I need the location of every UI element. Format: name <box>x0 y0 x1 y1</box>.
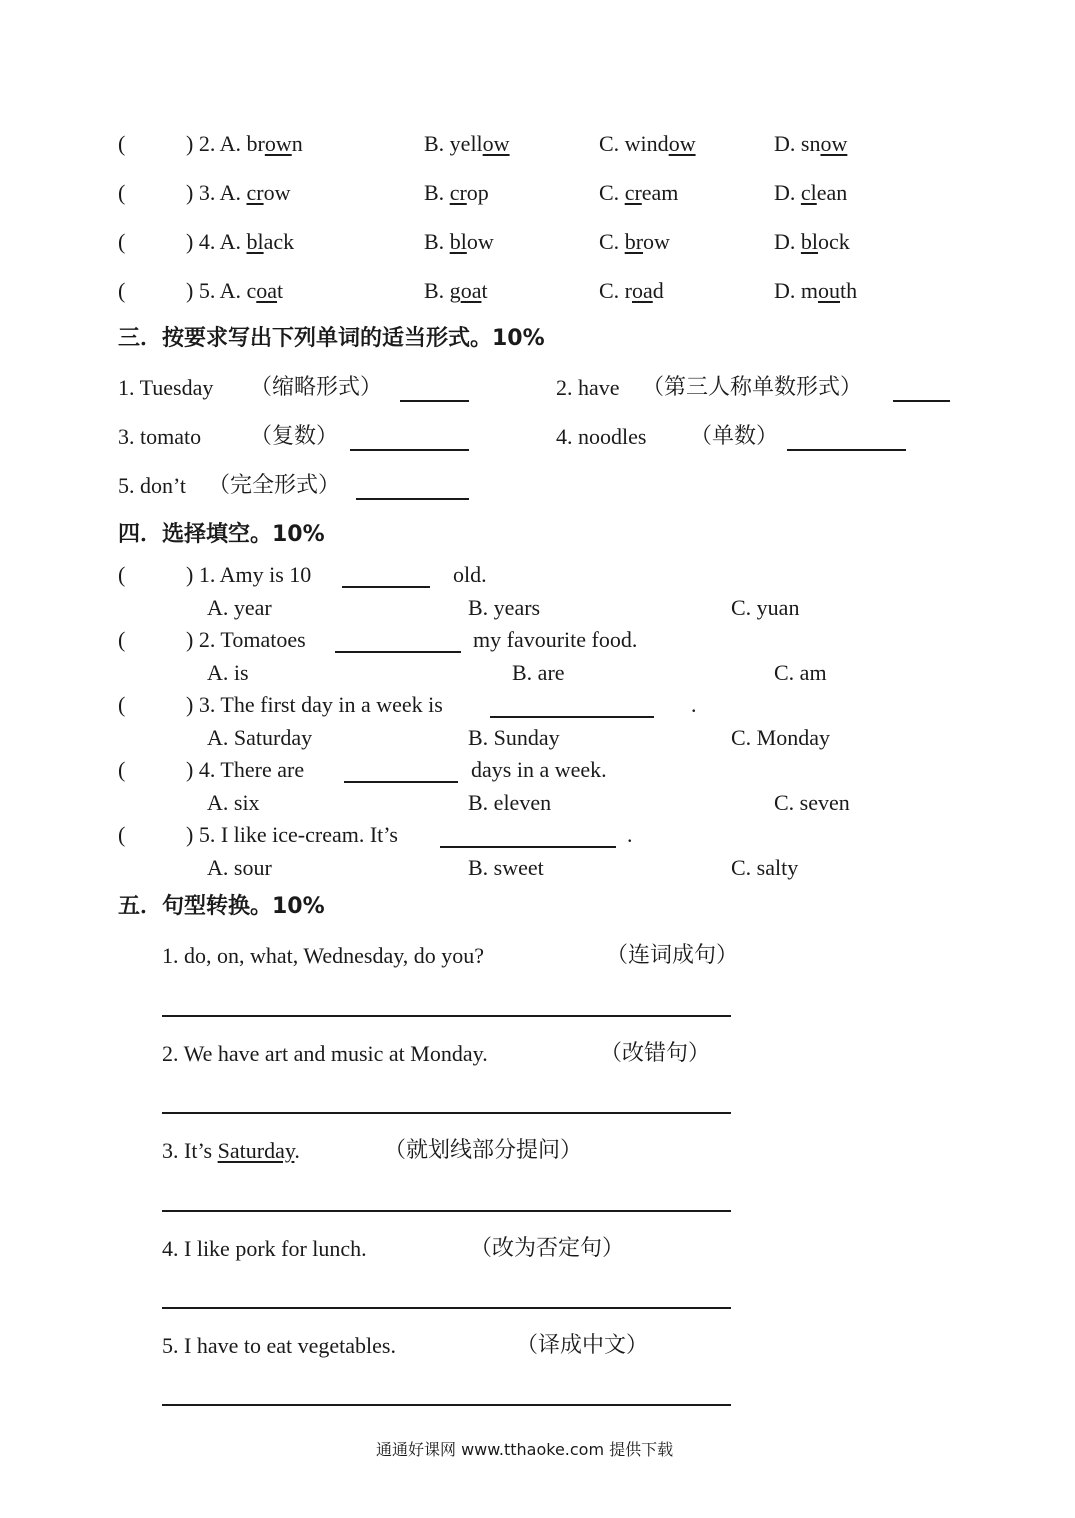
option-a: A. six <box>207 790 260 815</box>
word-item: 3. tomato <box>118 424 202 449</box>
option-c: C. seven <box>774 790 850 815</box>
question-stem: ) 2. Tomatoes <box>186 627 306 652</box>
answer-line[interactable] <box>162 1307 731 1309</box>
option-c: C. Monday <box>731 725 830 750</box>
word-hint: （复数） <box>250 424 339 449</box>
transform-item: 1. do, on, what, Wednesday, do you? <box>162 943 485 968</box>
option-d: D. mouth <box>774 278 858 303</box>
option-b: B. eleven <box>468 790 552 815</box>
option-a: A. sour <box>207 855 272 880</box>
word-item: 4. noodles <box>556 424 647 449</box>
transform-item: 4. I like pork for lunch. <box>162 1236 367 1261</box>
option-d: D. clean <box>774 180 848 205</box>
answer-blank[interactable] <box>350 431 469 451</box>
answer-paren[interactable]: ( <box>118 692 126 717</box>
option-b: B. Sunday <box>468 725 560 750</box>
answer-blank[interactable] <box>893 382 950 402</box>
word-hint: （完全形式） <box>208 473 341 498</box>
answer-line[interactable] <box>162 1404 731 1406</box>
answer-paren[interactable]: ( <box>118 278 126 303</box>
answer-line[interactable] <box>162 1112 731 1114</box>
question-stem-end: old. <box>453 562 487 587</box>
answer-line[interactable] <box>162 1015 731 1017</box>
question-stem: ) 4. There are <box>186 757 305 782</box>
question-number: ) 4. A. black <box>186 229 295 254</box>
option-b: B. sweet <box>468 855 544 880</box>
transform-item: 3. It’s Saturday. <box>162 1138 300 1163</box>
answer-paren[interactable]: ( <box>118 822 126 847</box>
answer-paren[interactable]: ( <box>118 229 126 254</box>
option-c: C. yuan <box>731 595 800 620</box>
question-number: ) 3. A. crow <box>186 180 291 205</box>
question-stem: ) 3. The first day in a week is <box>186 692 443 717</box>
option-b: B. crop <box>424 180 489 205</box>
question-stem: ) 1. Amy is 10 <box>186 562 312 587</box>
answer-blank[interactable] <box>356 480 469 500</box>
transform-hint: （改错句） <box>600 1041 711 1066</box>
option-c: C. road <box>599 278 664 303</box>
answer-blank[interactable] <box>342 568 430 588</box>
word-hint: （单数） <box>690 424 779 449</box>
transform-hint: （译成中文） <box>516 1333 649 1358</box>
word-hint: （缩略形式） <box>250 375 383 400</box>
option-b: B. blow <box>424 229 494 254</box>
answer-paren[interactable]: ( <box>118 757 126 782</box>
transform-hint: （就划线部分提问） <box>384 1138 583 1163</box>
footer-text: 通通好课网 www.tthaoke.com 提供下载 <box>376 1440 674 1459</box>
answer-blank[interactable] <box>490 698 654 718</box>
transform-hint: （改为否定句） <box>470 1236 625 1261</box>
transform-hint: （连词成句） <box>606 943 739 968</box>
answer-paren[interactable]: ( <box>118 180 126 205</box>
question-stem: ) 5. I like ice-cream. It’s <box>186 822 398 847</box>
section4-title: 四．选择填空。10% <box>118 522 325 547</box>
option-c: C. cream <box>599 180 679 205</box>
option-a: A. Saturday <box>207 725 313 750</box>
word-item: 1. Tuesday <box>118 375 214 400</box>
word-item: 2. have <box>556 375 620 400</box>
question-stem-end: days in a week. <box>471 757 607 782</box>
option-b: B. yellow <box>424 131 510 156</box>
answer-paren[interactable]: ( <box>118 131 126 156</box>
question-number: ) 2. A. brown <box>186 131 303 156</box>
word-item: 5. don’t <box>118 473 187 498</box>
option-c: C. am <box>774 660 827 685</box>
answer-paren[interactable]: ( <box>118 627 126 652</box>
option-a: A. year <box>207 595 272 620</box>
word-hint: （第三人称单数形式） <box>642 375 863 400</box>
question-stem-end: . <box>691 692 697 717</box>
option-d: D. block <box>774 229 850 254</box>
option-a: A. is <box>207 660 249 685</box>
answer-line[interactable] <box>162 1210 731 1212</box>
option-b: B. are <box>512 660 565 685</box>
transform-item: 5. I have to eat vegetables. <box>162 1333 396 1358</box>
answer-blank[interactable] <box>440 828 616 848</box>
question-number: ) 5. A. coat <box>186 278 284 303</box>
answer-blank[interactable] <box>400 382 469 402</box>
answer-blank[interactable] <box>344 763 458 783</box>
transform-item: 2. We have art and music at Monday. <box>162 1041 488 1066</box>
option-b: B. goat <box>424 278 488 303</box>
option-c: C. window <box>599 131 696 156</box>
option-c: C. brow <box>599 229 670 254</box>
question-stem-end: . <box>627 822 633 847</box>
section3-title: 三．按要求写出下列单词的适当形式。10% <box>118 326 545 351</box>
option-d: D. snow <box>774 131 848 156</box>
option-c: C. salty <box>731 855 799 880</box>
question-stem-end: my favourite food. <box>473 627 638 652</box>
option-b: B. years <box>468 595 541 620</box>
answer-blank[interactable] <box>335 633 461 653</box>
answer-paren[interactable]: ( <box>118 562 126 587</box>
answer-blank[interactable] <box>787 431 906 451</box>
section5-title: 五．句型转换。10% <box>118 894 325 919</box>
